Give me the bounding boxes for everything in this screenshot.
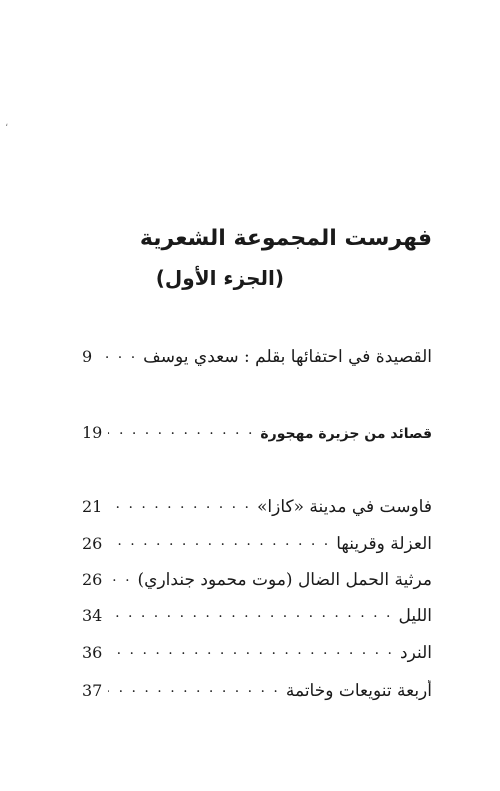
toc-entry-page: 26 [82, 570, 103, 589]
toc-entry [82, 346, 432, 376]
toc-entry-page: 26 [82, 534, 103, 553]
toc-entry [82, 533, 432, 563]
toc-entry-page: 37 [82, 681, 103, 700]
toc-entry-page: 9 [82, 347, 93, 366]
toc-leader-dots [108, 496, 251, 512]
toc-leader-dots [108, 605, 392, 621]
toc-leader-dots [108, 533, 330, 549]
toc-entry-title: قصائد من جزيرة مهجورة [260, 426, 432, 442]
toc-entry-page: 36 [82, 643, 103, 662]
toc-entry-page: 19 [82, 423, 103, 442]
toc-leader-dots [108, 569, 131, 585]
toc-entry [82, 496, 432, 526]
toc-entry-title: النرد [400, 643, 432, 663]
toc-section-entry [82, 422, 432, 452]
toc-entry-title: القصيدة في احتفائها بقلم : سعدي يوسف [143, 347, 432, 367]
toc-entry [82, 680, 432, 710]
page-subtitle: (الجزء الأول) [155, 266, 284, 290]
toc-leader-dots [98, 346, 137, 362]
toc-entry [82, 642, 432, 672]
toc-entry [82, 605, 432, 635]
toc-entry-page: 34 [82, 606, 103, 625]
toc-entry-title: الليل [398, 606, 432, 626]
toc-entry-title: مرثية الحمل الضال (موت محمود جنداري) [137, 570, 432, 590]
toc-leader-dots [108, 422, 254, 438]
stray-mark: ، [5, 118, 9, 129]
toc-leader-dots [108, 680, 280, 696]
toc-entry-title: العزلة وقرينها [336, 534, 432, 554]
toc-entry [82, 569, 432, 599]
toc-leader-dots [108, 642, 394, 658]
toc-entry-page: 21 [82, 497, 103, 516]
toc-entry-title: فاوست في مدينة «كازا» [257, 497, 432, 517]
page-title: فهرست المجموعة الشعرية [139, 226, 432, 251]
toc-entry-title: أربعة تنويعات وخاتمة [285, 681, 432, 701]
